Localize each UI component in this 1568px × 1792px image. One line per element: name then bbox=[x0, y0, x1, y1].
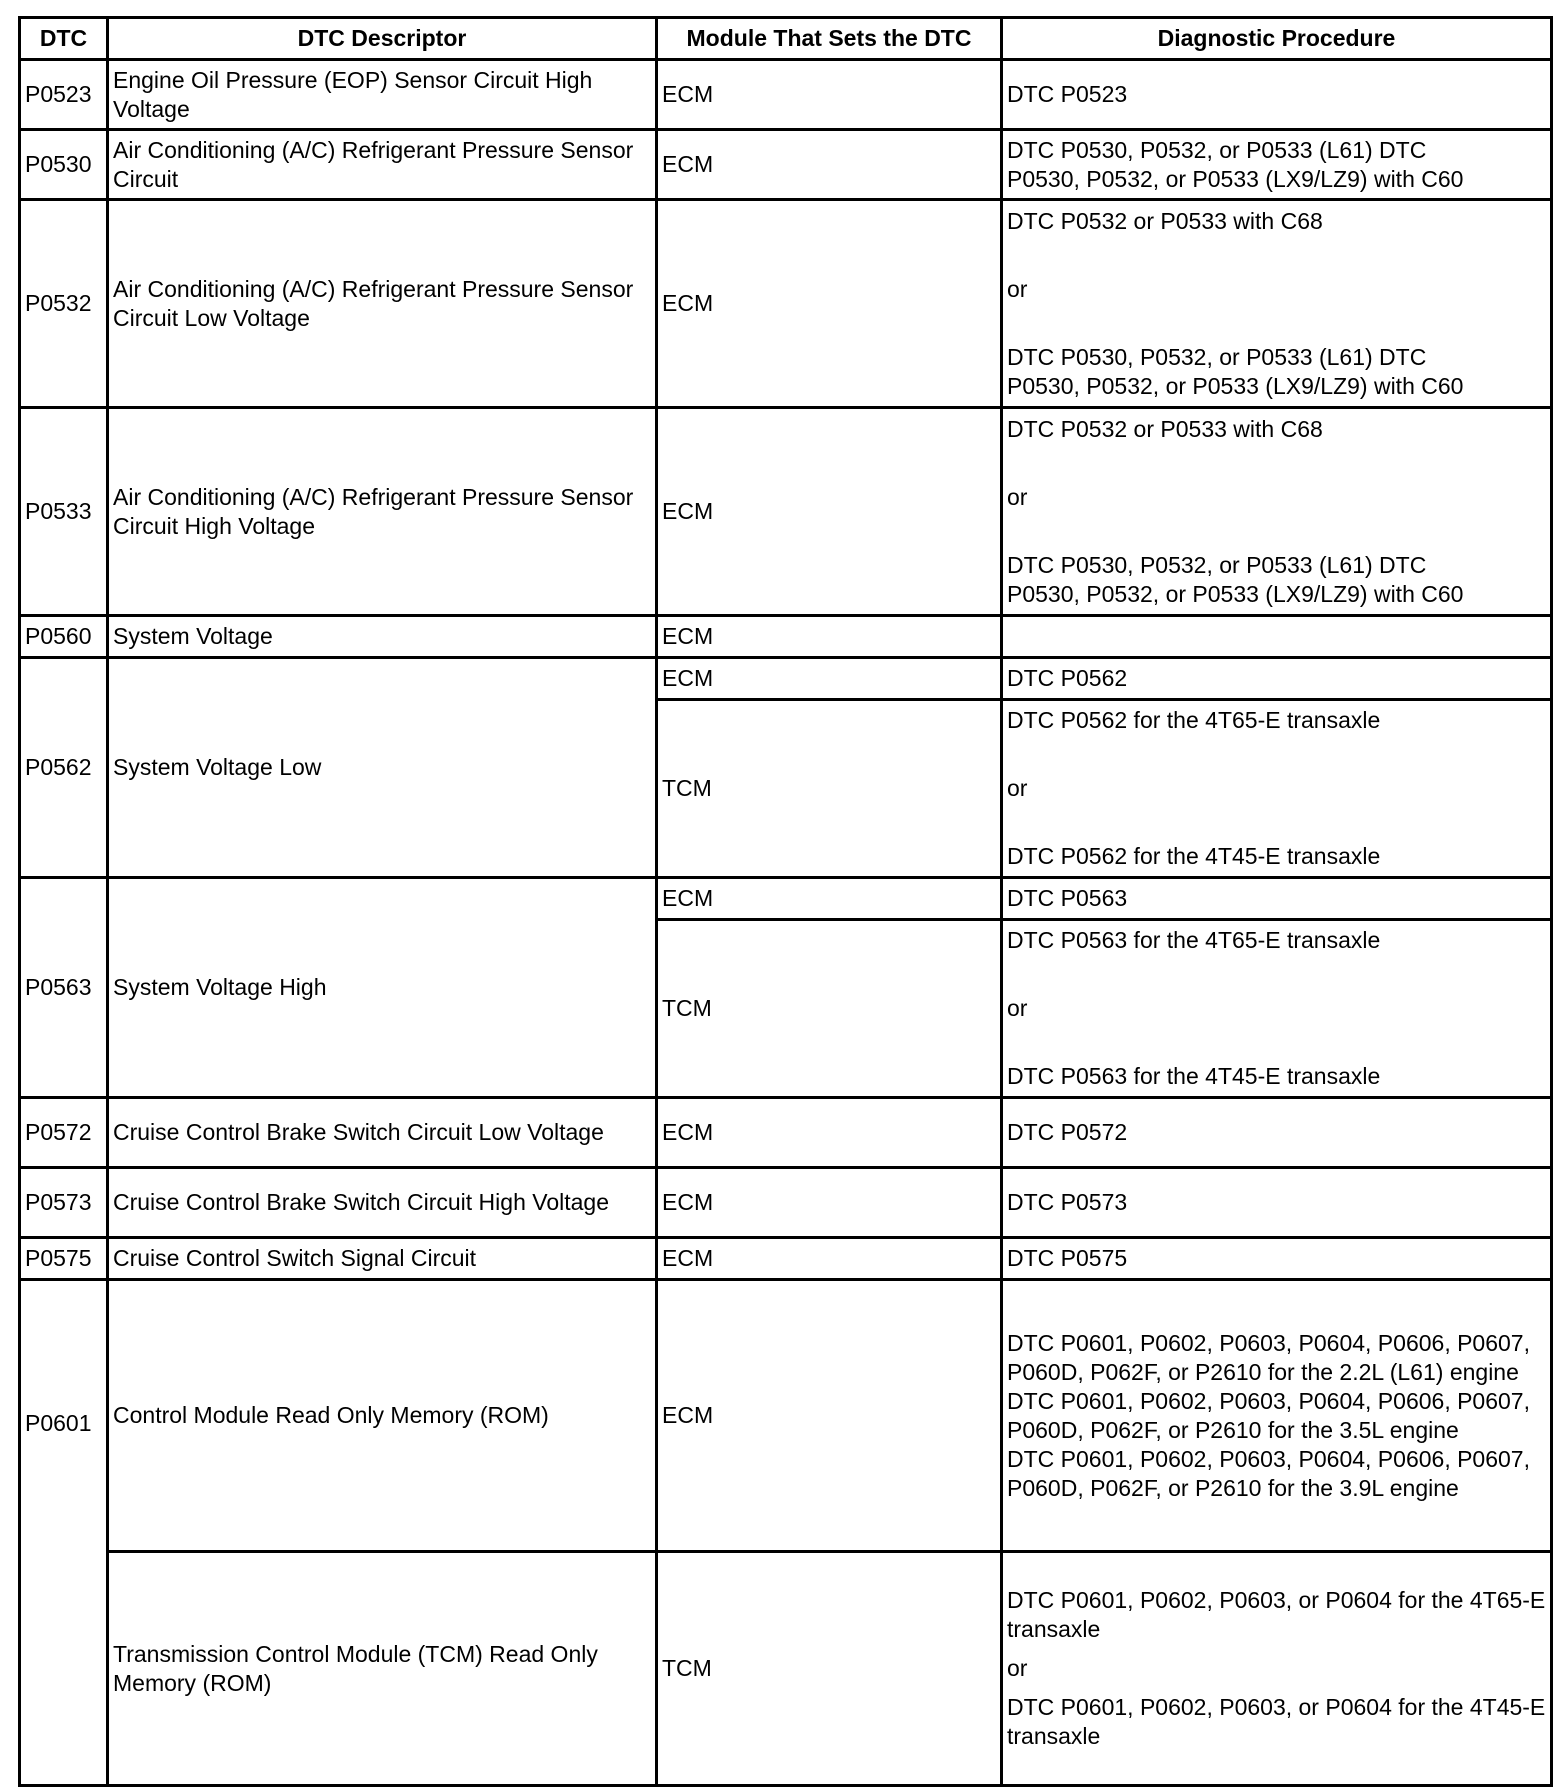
dtc-descriptor: System Voltage Low bbox=[108, 658, 657, 878]
table-row bbox=[20, 60, 1552, 130]
table-row bbox=[20, 408, 1552, 616]
dtc-code: P0533 bbox=[20, 408, 108, 616]
dtc-descriptor: Engine Oil Pressure (EOP) Sensor Circuit High Voltage bbox=[108, 60, 657, 130]
dtc-descriptor: Control Module Read Only Memory (ROM) bbox=[108, 1280, 657, 1552]
header-dtc: DTC bbox=[20, 18, 108, 60]
dtc-procedure bbox=[1002, 200, 1552, 408]
procedure-or: or bbox=[1007, 1655, 1028, 1681]
dtc-module: TCM bbox=[657, 700, 1002, 878]
dtc-descriptor: System Voltage bbox=[108, 616, 657, 658]
procedure-line: DTC P0530, P0532, or P0533 (L61) DTC bbox=[1007, 136, 1427, 163]
dtc-procedure: DTC P0523 bbox=[1002, 60, 1552, 130]
table-row bbox=[20, 878, 1552, 920]
dtc-descriptor: Air Conditioning (A/C) Refrigerant Pressure Sensor Circuit Low Voltage bbox=[108, 200, 657, 408]
procedure-line: DTC P0532 or P0533 with C68 bbox=[1007, 415, 1323, 442]
dtc-procedure: DTC P0563 bbox=[1002, 878, 1552, 920]
dtc-code: P0530 bbox=[20, 130, 108, 200]
table-row bbox=[20, 200, 1552, 408]
dtc-descriptor: Cruise Control Brake Switch Circuit High Voltage bbox=[108, 1168, 657, 1238]
procedure-line: DTC P0563 for the 4T65-E transaxle bbox=[1007, 927, 1381, 953]
dtc-module: ECM bbox=[657, 616, 1002, 658]
dtc-code: P0563 bbox=[20, 878, 108, 1098]
dtc-procedure: DTC P0572 bbox=[1002, 1098, 1552, 1168]
table-row bbox=[20, 616, 1552, 658]
header-row bbox=[20, 18, 1552, 60]
header-procedure: Diagnostic Procedure bbox=[1002, 18, 1552, 60]
procedure-line: DTC P0563 for the 4T45-E transaxle bbox=[1007, 1063, 1381, 1089]
dtc-module: TCM bbox=[657, 920, 1002, 1098]
dtc-procedure bbox=[1002, 616, 1552, 658]
dtc-module: TCM bbox=[657, 1552, 1002, 1786]
dtc-descriptor: Transmission Control Module (TCM) Read Only Memory (ROM) bbox=[108, 1552, 657, 1786]
header-descriptor: DTC Descriptor bbox=[108, 18, 657, 60]
dtc-procedure bbox=[1002, 1552, 1552, 1786]
dtc-descriptor: System Voltage High bbox=[108, 878, 657, 1098]
dtc-module: ECM bbox=[657, 1280, 1002, 1552]
dtc-procedure: DTC P0562 bbox=[1002, 658, 1552, 700]
dtc-table bbox=[18, 16, 1553, 1787]
header-module: Module That Sets the DTC bbox=[657, 18, 1002, 60]
dtc-module: ECM bbox=[657, 200, 1002, 408]
procedure-or: or bbox=[1007, 775, 1028, 801]
procedure-or: or bbox=[1007, 483, 1028, 510]
procedure-line: DTC P0562 for the 4T65-E transaxle bbox=[1007, 707, 1381, 733]
table-row bbox=[20, 1168, 1552, 1238]
dtc-procedure bbox=[1002, 700, 1552, 878]
dtc-procedure bbox=[1002, 408, 1552, 616]
dtc-descriptor: Cruise Control Switch Signal Circuit bbox=[108, 1238, 657, 1280]
table-row bbox=[20, 1238, 1552, 1280]
dtc-procedure: DTC P0573 bbox=[1002, 1168, 1552, 1238]
dtc-descriptor: Cruise Control Brake Switch Circuit Low Voltage bbox=[108, 1098, 657, 1168]
procedure-line: P0530, P0532, or P0533 (LX9/LZ9) with C60 bbox=[1007, 372, 1464, 399]
dtc-procedure bbox=[1002, 130, 1552, 200]
procedure-line: P0530, P0532, or P0533 (LX9/LZ9) with C60 bbox=[1007, 165, 1464, 192]
procedure-line: DTC P0530, P0532, or P0533 (L61) DTC bbox=[1007, 343, 1427, 370]
dtc-procedure bbox=[1002, 920, 1552, 1098]
procedure-line: DTC P0601, P0602, P0603, P0604, P0606, P0607, P060D, P062F, or P2610 for the 3.5L engine bbox=[1007, 1387, 1530, 1443]
procedure-line: P0530, P0532, or P0533 (LX9/LZ9) with C60 bbox=[1007, 580, 1464, 607]
table-row bbox=[20, 1098, 1552, 1168]
dtc-code bbox=[20, 1280, 108, 1786]
table-row bbox=[20, 658, 1552, 700]
dtc-code: P0523 bbox=[20, 60, 108, 130]
procedure-line: DTC P0601, P0602, P0603, P0604, P0606, P0607, P060D, P062F, or P2610 for the 3.9L engine bbox=[1007, 1445, 1530, 1501]
table-row bbox=[20, 1552, 1552, 1786]
table-row bbox=[20, 130, 1552, 200]
dtc-module: ECM bbox=[657, 658, 1002, 700]
procedure-line: DTC P0601, P0602, P0603, or P0604 for the 4T65-E transaxle bbox=[1007, 1587, 1546, 1642]
dtc-module: ECM bbox=[657, 60, 1002, 130]
procedure-line: DTC P0601, P0602, P0603, or P0604 for the 4T45-E transaxle bbox=[1007, 1694, 1546, 1749]
dtc-code-text: P0601 bbox=[25, 1409, 92, 1436]
dtc-module: ECM bbox=[657, 1238, 1002, 1280]
dtc-code: P0532 bbox=[20, 200, 108, 408]
dtc-module: ECM bbox=[657, 130, 1002, 200]
dtc-descriptor: Air Conditioning (A/C) Refrigerant Pressure Sensor Circuit High Voltage bbox=[108, 408, 657, 616]
procedure-line: DTC P0562 for the 4T45-E transaxle bbox=[1007, 843, 1381, 869]
dtc-code: P0562 bbox=[20, 658, 108, 878]
dtc-descriptor: Air Conditioning (A/C) Refrigerant Pressure Sensor Circuit bbox=[108, 130, 657, 200]
procedure-line: DTC P0601, P0602, P0603, P0604, P0606, P0607, P060D, P062F, or P2610 for the 2.2L (L61) engine bbox=[1007, 1329, 1530, 1385]
dtc-module: ECM bbox=[657, 878, 1002, 920]
dtc-code: P0573 bbox=[20, 1168, 108, 1238]
dtc-procedure bbox=[1002, 1280, 1552, 1552]
dtc-code: P0560 bbox=[20, 616, 108, 658]
procedure-line: DTC P0530, P0532, or P0533 (L61) DTC bbox=[1007, 551, 1427, 578]
procedure-or: or bbox=[1007, 995, 1028, 1021]
dtc-code: P0572 bbox=[20, 1098, 108, 1168]
procedure-or: or bbox=[1007, 275, 1028, 302]
dtc-code: P0575 bbox=[20, 1238, 108, 1280]
dtc-module: ECM bbox=[657, 1098, 1002, 1168]
dtc-module: ECM bbox=[657, 408, 1002, 616]
table-row bbox=[20, 1280, 1552, 1552]
dtc-procedure: DTC P0575 bbox=[1002, 1238, 1552, 1280]
procedure-line: DTC P0532 or P0533 with C68 bbox=[1007, 207, 1323, 234]
dtc-module: ECM bbox=[657, 1168, 1002, 1238]
